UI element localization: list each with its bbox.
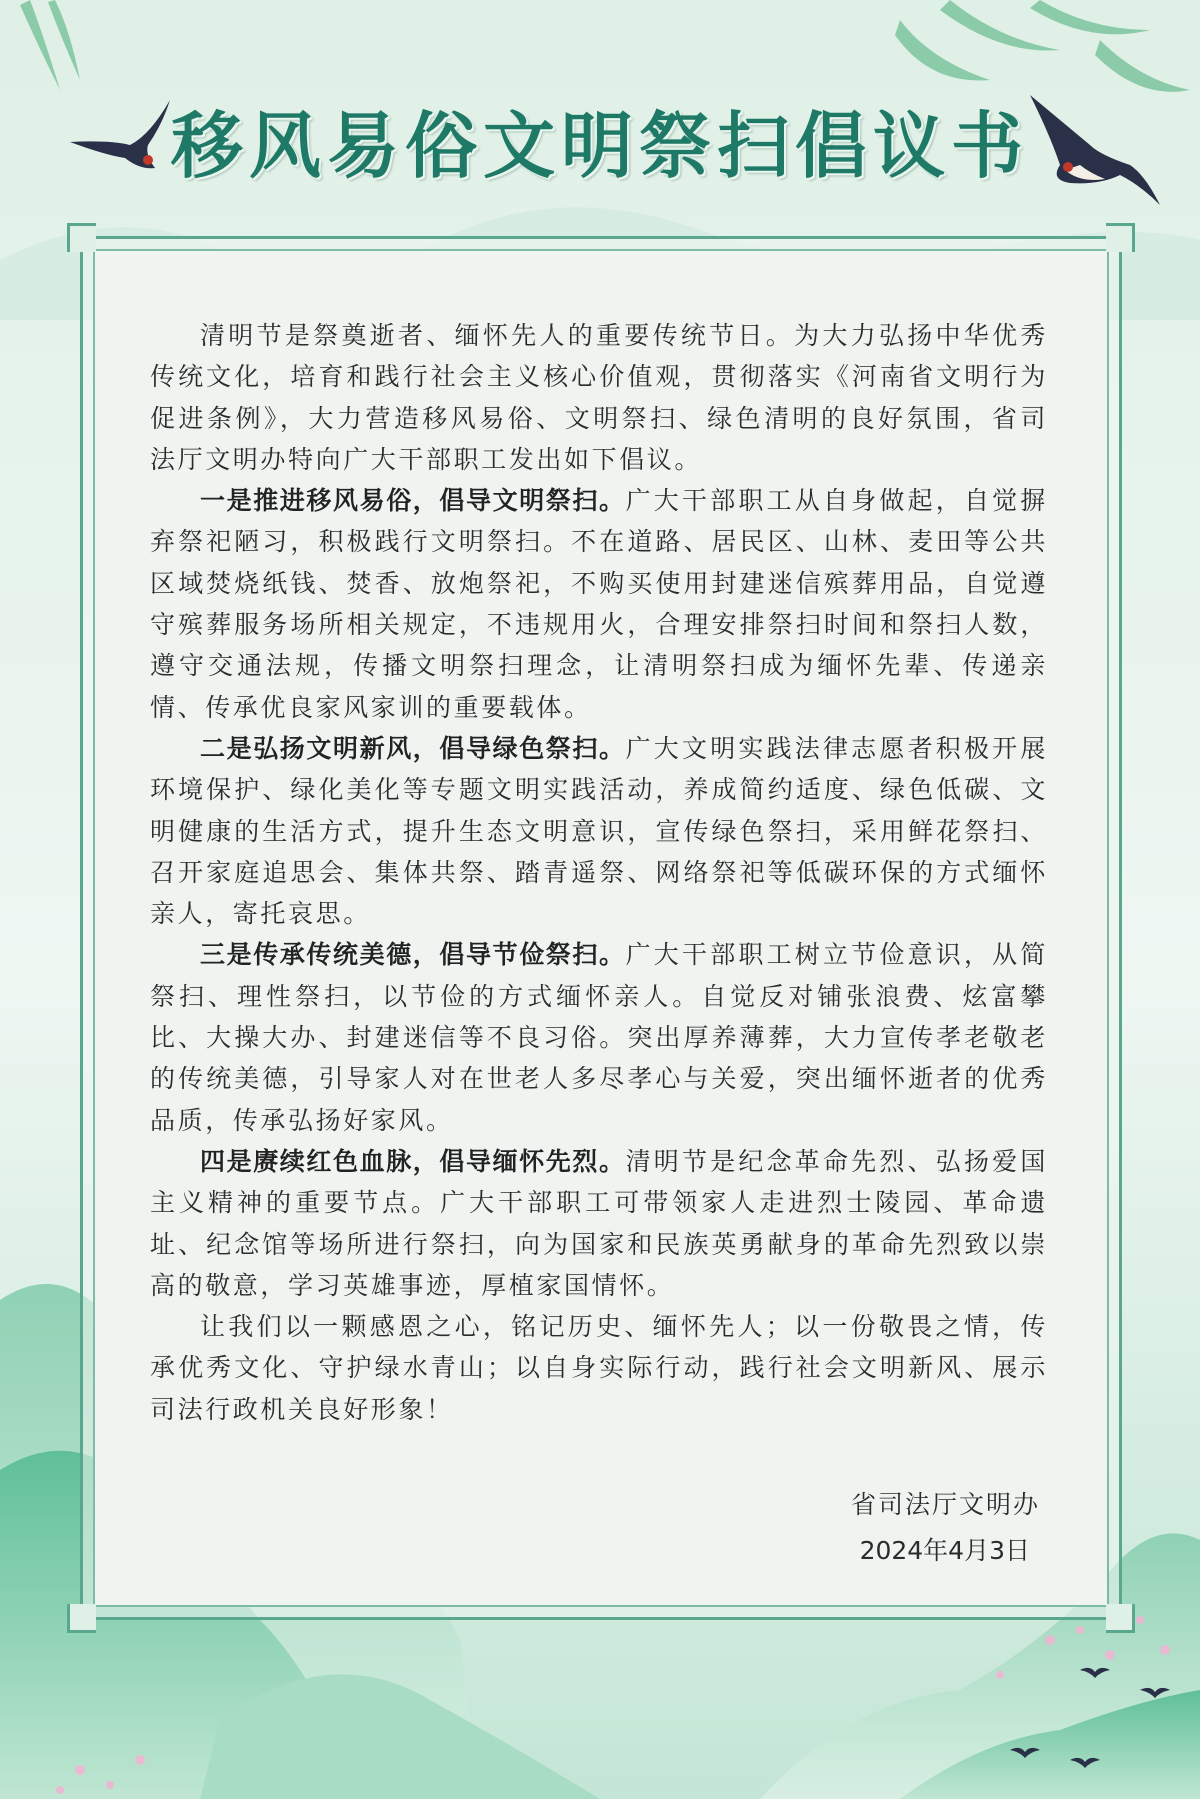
paragraph-point-4: 四是赓续红色血脉，倡导缅怀先烈。清明节是纪念革命先烈、弘扬爱国主义精神的重要节点。广大干部职工可带领家人走进烈士陵园、革命遗址、纪念馆等场所进行祭扫，向为国家和民族英勇献身的革命先烈致以崇高的敬意，学习英雄事迹，厚植家国情怀。 [150,1146,1048,1300]
signature-date: 2024年4月3日 [859,1536,1030,1565]
frame-corner [1106,1604,1135,1633]
point-heading: 四是赓续红色血脉，倡导缅怀先烈。 [200,1146,626,1176]
birds-flock-icon [1000,1660,1180,1780]
signature-block [851,1482,1040,1574]
frame-corner [67,1604,96,1633]
paragraph-closing: 让我们以一颗感恩之心，铭记历史、缅怀先人；以一份敬畏之情，传承优秀文化、守护绿水青山；以自身实际行动，践行社会文明新风、展示司法行政机关良好形象！ [150,1312,1048,1424]
point-heading: 一是推进移风易俗，倡导文明祭扫。 [200,486,626,516]
paragraph-point-3: 三是传承传统美德，倡导节俭祭扫。广大干部职工树立节俭意识，从简祭扫、理性祭扫，以节俭的方式缅怀亲人。自觉反对铺张浪费、炫富攀比、大操大办、封建迷信等不良习俗。突出厚养薄葬，大力宣传孝老敬老的传统美德，引导家人对在世老人多尽孝心与关爱，突出缅怀逝者的优秀品质，传承弘扬好家风。 [150,940,1048,1135]
page-title: 移风易俗文明祭扫倡议书 [170,104,1029,188]
signature-org: 省司法厅文明办 [850,1490,1040,1519]
point-heading: 二是弘扬文明新风，倡导绿色祭扫。 [200,733,626,763]
point-heading: 三是传承传统美德，倡导节俭祭扫。 [200,940,626,970]
frame-corner [67,223,96,252]
paragraph-point-1: 一是推进移风易俗，倡导文明祭扫。广大干部职工从自身做起，自觉摒弃祭祀陋习，积极践行文明祭扫。不在道路、居民区、山林、麦田等公共区域焚烧纸钱、焚香、放炮祭祀，不购买使用封建迷信殡葬用品，自觉遵守殡葬服务场所相关规定，不违规用火，合理安排祭扫时间和祭扫人数，遵守交通法规，传播文明祭扫理念，让清明祭扫成为缅怀先辈、传递亲情、传承优良家风家训的重要载体。 [150,486,1048,722]
paragraph-intro: 清明节是祭奠逝者、缅怀先人的重要传统节日。为大力弘扬中华优秀传统文化，培育和践行社会主义核心价值观，贯彻落实《河南省文明行为促进条例》，大力营造移风易俗、文明祭扫、绿色清明的良好氛围，省司法厅文明办特向广大干部职工发出如下倡议。 [150,321,1048,474]
paragraph-point-2: 二是弘扬文明新风，倡导绿色祭扫。广大文明实践法律志愿者积极开展环境保护、绿化美化等专题文明实践活动，养成简约适度、绿色低碳、文明健康的生活方式，提升生态文明意识，宣传绿色祭扫，采用鲜花祭扫、召开家庭追思会、集体共祭、踏青遥祭、网络祭祀等低碳环保的方式缅怀亲人，寄托哀思。 [150,733,1048,929]
frame-corner [1106,223,1135,252]
letter-body [150,315,1048,1430]
